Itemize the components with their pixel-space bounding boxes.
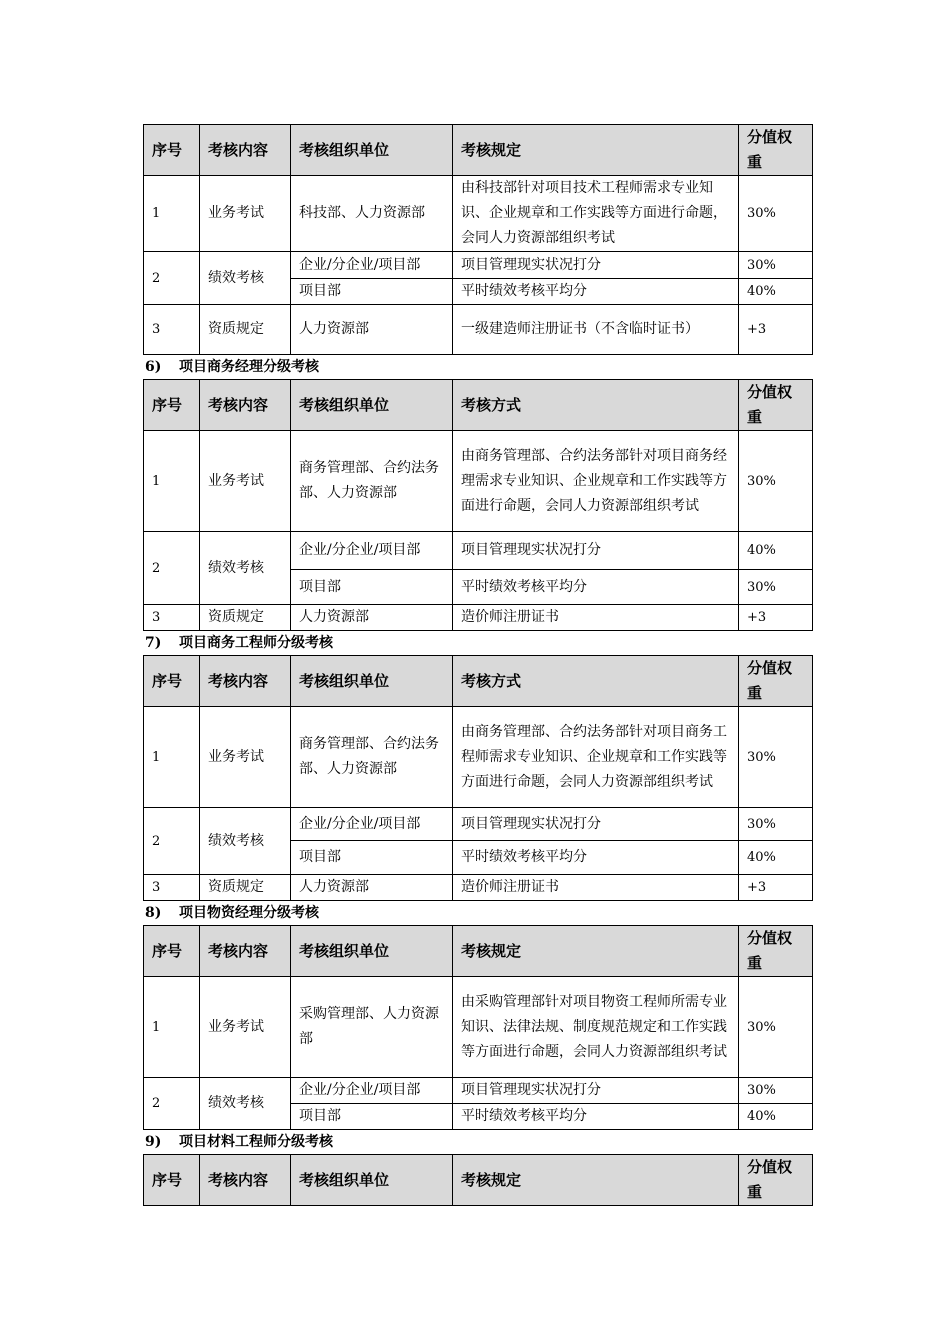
header-content: 考核内容 (200, 1155, 291, 1206)
table-row (144, 532, 813, 570)
header-method: 考核方式 (453, 656, 739, 707)
row-unit: 企业/分企业/项目部 (291, 532, 453, 570)
row-rule: 项目管理现实状况打分 (453, 1078, 739, 1104)
row-seq: 3 (144, 305, 200, 355)
row-rule: 一级建造师注册证书（不含临时证书） (453, 305, 739, 355)
row-seq: 1 (144, 707, 200, 808)
section-6-number: 6) (145, 359, 162, 375)
row-unit: 商务管理部、合约法务部、人力资源部 (291, 431, 453, 532)
row-content: 绩效考核 (200, 1078, 291, 1130)
row-rule: 由商务管理部、合约法务部针对项目商务经理需求专业知识、企业规章和工作实践等方面进行命题，会同人力资源部组织考试 (453, 431, 739, 532)
row-weight: 40% (739, 1104, 813, 1130)
row-weight: +3 (739, 875, 813, 901)
row-content: 资质规定 (200, 305, 291, 355)
row-unit: 商务管理部、合约法务部、人力资源部 (291, 707, 453, 808)
table-header-row (144, 926, 813, 977)
table-row (144, 875, 813, 901)
header-content: 考核内容 (200, 380, 291, 431)
table-row (144, 1078, 813, 1104)
header-weight: 分值权重 (739, 125, 813, 176)
row-seq: 1 (144, 977, 200, 1078)
table-row (144, 252, 813, 279)
row-content: 业务考试 (200, 431, 291, 532)
row-unit: 项目部 (291, 1104, 453, 1130)
header-method: 考核方式 (453, 380, 739, 431)
header-content: 考核内容 (200, 656, 291, 707)
row-seq: 3 (144, 875, 200, 901)
table-header-row (144, 125, 813, 176)
table-row (144, 431, 813, 532)
row-content: 绩效考核 (200, 808, 291, 875)
table-row (144, 305, 813, 355)
row-rule: 由采购管理部针对项目物资工程师所需专业知识、法律法规、制度规范规定和工作实践等方面进行命题，会同人力资源部组织考试 (453, 977, 739, 1078)
row-rule: 项目管理现实状况打分 (453, 252, 739, 279)
section-6-title (143, 355, 812, 379)
row-content: 资质规定 (200, 875, 291, 901)
header-rule: 考核规定 (453, 125, 739, 176)
row-rule: 造价师注册证书 (453, 875, 739, 901)
assessment-table-8 (143, 925, 813, 1130)
header-content: 考核内容 (200, 926, 291, 977)
row-unit: 科技部、人力资源部 (291, 176, 453, 252)
header-seq: 序号 (144, 125, 200, 176)
header-seq: 序号 (144, 656, 200, 707)
row-seq: 1 (144, 431, 200, 532)
header-seq: 序号 (144, 1155, 200, 1206)
table-header-row (144, 380, 813, 431)
section-8-title (143, 901, 812, 925)
row-rule: 由商务管理部、合约法务部针对项目商务工程师需求专业知识、企业规章和工作实践等方面进行命题，会同人力资源部组织考试 (453, 707, 739, 808)
row-content: 绩效考核 (200, 252, 291, 305)
section-9-title (143, 1130, 812, 1154)
row-content: 业务考试 (200, 707, 291, 808)
row-unit: 项目部 (291, 570, 453, 605)
row-unit: 企业/分企业/项目部 (291, 252, 453, 279)
row-seq: 2 (144, 1078, 200, 1130)
row-content: 绩效考核 (200, 532, 291, 605)
section-8-number: 8) (145, 905, 162, 921)
row-weight: 40% (739, 532, 813, 570)
row-seq: 3 (144, 605, 200, 631)
header-unit: 考核组织单位 (291, 380, 453, 431)
row-weight: 30% (739, 1078, 813, 1104)
row-weight: 30% (739, 808, 813, 841)
assessment-table-9 (143, 1154, 813, 1206)
header-seq: 序号 (144, 926, 200, 977)
header-content: 考核内容 (200, 125, 291, 176)
row-weight: 30% (739, 431, 813, 532)
row-rule: 由科技部针对项目技术工程师需求专业知识、企业规章和工作实践等方面进行命题，会同人力资源部组织考试 (453, 176, 739, 252)
row-rule: 项目管理现实状况打分 (453, 532, 739, 570)
row-rule: 平时绩效考核平均分 (453, 1104, 739, 1130)
header-seq: 序号 (144, 380, 200, 431)
row-weight: 40% (739, 841, 813, 875)
header-unit: 考核组织单位 (291, 926, 453, 977)
row-rule: 项目管理现实状况打分 (453, 808, 739, 841)
row-seq: 2 (144, 252, 200, 305)
row-weight: 30% (739, 252, 813, 279)
document-page (143, 124, 812, 1206)
row-rule: 平时绩效考核平均分 (453, 279, 739, 305)
row-seq: 2 (144, 532, 200, 605)
row-weight: +3 (739, 605, 813, 631)
table-row (144, 176, 813, 252)
header-unit: 考核组织单位 (291, 1155, 453, 1206)
section-7-number: 7) (145, 635, 162, 651)
header-rule: 考核规定 (453, 926, 739, 977)
table-row (144, 808, 813, 841)
header-rule: 考核规定 (453, 1155, 739, 1206)
row-weight: 30% (739, 977, 813, 1078)
header-weight: 分值权重 (739, 926, 813, 977)
header-weight: 分值权重 (739, 656, 813, 707)
row-unit: 项目部 (291, 279, 453, 305)
row-rule: 造价师注册证书 (453, 605, 739, 631)
section-7-heading: 项目商务工程师分级考核 (179, 635, 333, 651)
header-unit: 考核组织单位 (291, 125, 453, 176)
row-weight: 30% (739, 570, 813, 605)
section-9-number: 9) (145, 1134, 162, 1150)
row-weight: +3 (739, 305, 813, 355)
row-weight: 40% (739, 279, 813, 305)
row-weight: 30% (739, 176, 813, 252)
table-row (144, 605, 813, 631)
header-weight: 分值权重 (739, 1155, 813, 1206)
table-row (144, 707, 813, 808)
row-rule: 平时绩效考核平均分 (453, 841, 739, 875)
section-9-heading: 项目材料工程师分级考核 (179, 1134, 333, 1150)
row-unit: 人力资源部 (291, 305, 453, 355)
header-unit: 考核组织单位 (291, 656, 453, 707)
assessment-table-7 (143, 655, 813, 901)
table-header-row (144, 1155, 813, 1206)
row-weight: 30% (739, 707, 813, 808)
row-seq: 1 (144, 176, 200, 252)
table-row (144, 977, 813, 1078)
section-6-heading: 项目商务经理分级考核 (179, 359, 319, 375)
row-content: 业务考试 (200, 977, 291, 1078)
row-content: 资质规定 (200, 605, 291, 631)
section-8-heading: 项目物资经理分级考核 (179, 905, 319, 921)
row-content: 业务考试 (200, 176, 291, 252)
table-header-row (144, 656, 813, 707)
row-unit: 企业/分企业/项目部 (291, 1078, 453, 1104)
assessment-table-6 (143, 379, 813, 631)
row-unit: 项目部 (291, 841, 453, 875)
row-seq: 2 (144, 808, 200, 875)
section-7-title (143, 631, 812, 655)
row-unit: 人力资源部 (291, 875, 453, 901)
row-unit: 企业/分企业/项目部 (291, 808, 453, 841)
row-unit: 人力资源部 (291, 605, 453, 631)
row-unit: 采购管理部、人力资源部 (291, 977, 453, 1078)
assessment-table-5 (143, 124, 813, 355)
row-rule: 平时绩效考核平均分 (453, 570, 739, 605)
header-weight: 分值权重 (739, 380, 813, 431)
